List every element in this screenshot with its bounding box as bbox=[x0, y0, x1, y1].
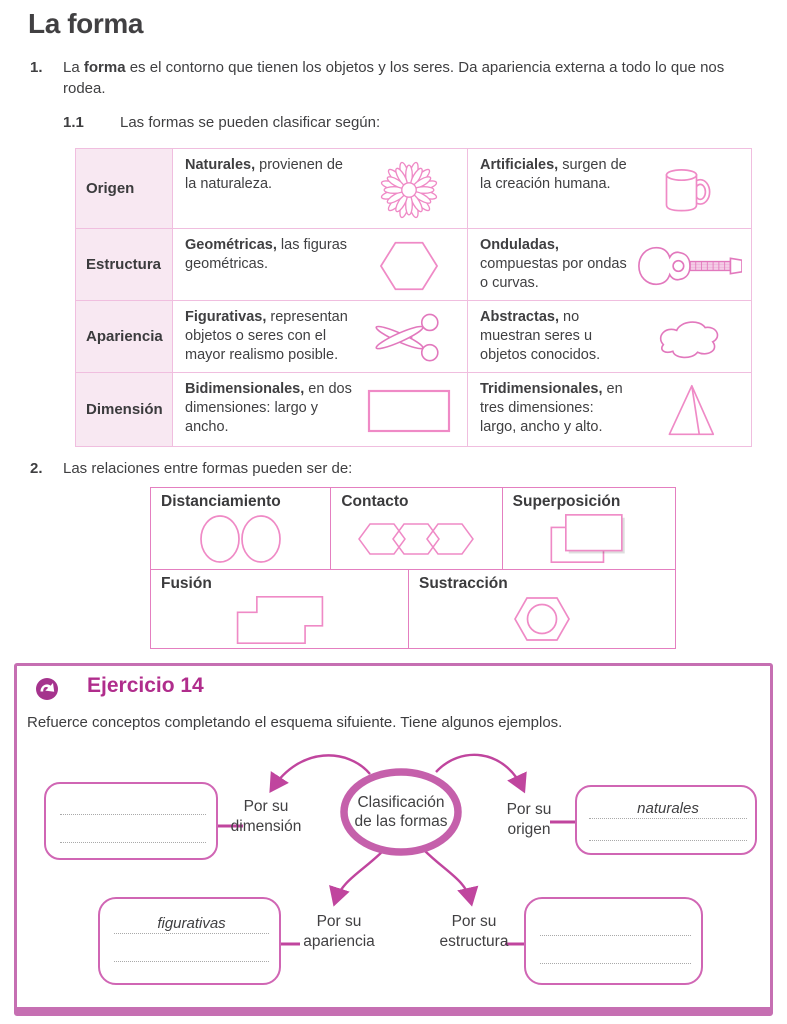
scissors-icon bbox=[357, 308, 461, 368]
answer-box-dimension bbox=[44, 782, 218, 860]
branch-label-line: origen bbox=[507, 821, 551, 838]
cell-abstractas bbox=[468, 301, 751, 373]
row-header-apariencia: Apariencia bbox=[76, 301, 173, 373]
answer-line bbox=[589, 840, 747, 841]
hexagon-circle-icon bbox=[409, 593, 674, 648]
relation-label: Superposición bbox=[512, 493, 621, 510]
relations-row-2 bbox=[151, 569, 675, 648]
flower-icon bbox=[357, 156, 461, 224]
answer-value: naturales bbox=[637, 800, 699, 817]
answer-line bbox=[114, 961, 269, 962]
cell-artificiales bbox=[468, 149, 751, 229]
branch-label-line: Por su bbox=[506, 801, 552, 818]
branch-label-line: dimensión bbox=[230, 818, 302, 835]
answer-line bbox=[540, 963, 691, 964]
answer-line bbox=[114, 933, 269, 934]
cell-text: en tres dimensiones: largo, ancho y alto. bbox=[480, 381, 623, 435]
cell-lead: Onduladas, bbox=[480, 237, 559, 253]
answer-line bbox=[60, 842, 206, 843]
cell-distanciamiento bbox=[151, 488, 331, 569]
diagram-center-label bbox=[341, 793, 461, 831]
cell-lead: Geométricas, bbox=[185, 237, 277, 253]
cell-naturales bbox=[173, 149, 468, 229]
cell-geometricas bbox=[173, 229, 468, 301]
page-title: La forma bbox=[28, 8, 144, 39]
answer-line bbox=[540, 935, 691, 936]
pyramid-icon bbox=[632, 380, 745, 442]
relation-label: Sustracción bbox=[419, 575, 508, 592]
item-2-text: Las relaciones entre formas pueden ser de: bbox=[63, 460, 353, 477]
item-1-1-number: 1.1 bbox=[63, 114, 84, 131]
row-header-origen: Origen bbox=[76, 149, 173, 229]
hexagon-icon bbox=[357, 236, 461, 296]
branch-label-estructura bbox=[430, 912, 518, 952]
cell-tridimensionales bbox=[468, 373, 751, 446]
answer-box-origen bbox=[575, 785, 757, 855]
branch-label-line: Por su bbox=[451, 913, 497, 930]
relation-label: Contacto bbox=[341, 493, 409, 510]
cell-text: representan objetos o seres con el mayor realismo posible. bbox=[185, 309, 348, 363]
branch-label-line: apariencia bbox=[303, 933, 375, 950]
center-line-1: Clasificación bbox=[357, 794, 445, 811]
cell-fusion bbox=[151, 570, 409, 648]
cell-lead: Artificiales, bbox=[480, 157, 559, 173]
cell-lead: Bidimensionales, bbox=[185, 381, 305, 397]
branch-label-line: estructura bbox=[439, 933, 509, 950]
cell-bidimensionales bbox=[173, 373, 468, 446]
relations-table bbox=[150, 487, 676, 649]
guitar-icon bbox=[632, 236, 745, 296]
two-circles-icon bbox=[151, 511, 330, 569]
relation-label: Fusión bbox=[161, 575, 212, 592]
exercise-box bbox=[14, 663, 773, 1016]
cell-text: las figuras geométricas. bbox=[185, 237, 348, 272]
exercise-title: Ejercicio 14 bbox=[87, 674, 204, 697]
branch-label-line: Por su bbox=[243, 798, 289, 815]
cell-lead: Naturales, bbox=[185, 157, 256, 173]
rectangle-icon bbox=[357, 380, 461, 442]
cell-contacto bbox=[331, 488, 502, 569]
answer-line bbox=[589, 818, 747, 819]
overlapping-rectangles-icon bbox=[503, 511, 675, 570]
three-hexagons-icon bbox=[331, 511, 501, 569]
item-1-pre: La bbox=[63, 59, 84, 76]
exercise-instruction: Refuerce conceptos completando el esquema sifuiente. Tiene algunos ejemplos. bbox=[27, 714, 563, 731]
cell-text: no muestran seres u objetos conocidos. bbox=[480, 309, 601, 363]
cell-lead: Abstractas, bbox=[480, 309, 559, 325]
branch-label-dimension bbox=[224, 797, 308, 837]
relations-row-1 bbox=[151, 488, 675, 569]
abstract-blob-icon bbox=[632, 308, 745, 368]
relation-label: Distanciamiento bbox=[161, 493, 281, 510]
item-1-text bbox=[63, 57, 763, 99]
classification-table bbox=[75, 148, 752, 447]
cell-text: en dos dimensiones: largo y ancho. bbox=[185, 381, 352, 435]
item-1-number: 1. bbox=[30, 59, 43, 76]
item-1-post: es el contorno que tienen los objetos y los seres. Da apariencia externa a todo lo que nos rodea. bbox=[63, 59, 725, 97]
cell-text: surgen de la creación humana. bbox=[480, 157, 627, 192]
cell-text: compuestas por ondas o curvas. bbox=[480, 256, 627, 291]
cell-lead: Tridimensionales, bbox=[480, 381, 603, 397]
cell-sustraccion bbox=[409, 570, 674, 648]
answer-box-estructura bbox=[524, 897, 703, 985]
cell-onduladas bbox=[468, 229, 751, 301]
cell-superposicion bbox=[503, 488, 675, 569]
item-2-number: 2. bbox=[30, 460, 43, 477]
mug-icon bbox=[632, 156, 745, 224]
cell-text: provienen de la naturaleza. bbox=[185, 157, 343, 192]
cell-lead: Figurativas, bbox=[185, 309, 267, 325]
branch-label-line: Por su bbox=[316, 913, 362, 930]
answer-value: figurativas bbox=[157, 915, 226, 932]
item-1-keyword: forma bbox=[83, 59, 126, 76]
branch-label-apariencia bbox=[296, 912, 382, 952]
branch-label-origen bbox=[494, 800, 564, 840]
item-1-1-text: Las formas se pueden clasificar según: bbox=[120, 114, 381, 131]
answer-box-apariencia bbox=[98, 897, 281, 985]
row-header-dimension: Dimensión bbox=[76, 373, 173, 446]
cell-figurativas bbox=[173, 301, 468, 373]
answer-line bbox=[60, 814, 206, 815]
center-line-2: de las formas bbox=[354, 813, 448, 830]
row-header-estructura: Estructura bbox=[76, 229, 173, 301]
fused-shape-icon bbox=[151, 593, 408, 650]
